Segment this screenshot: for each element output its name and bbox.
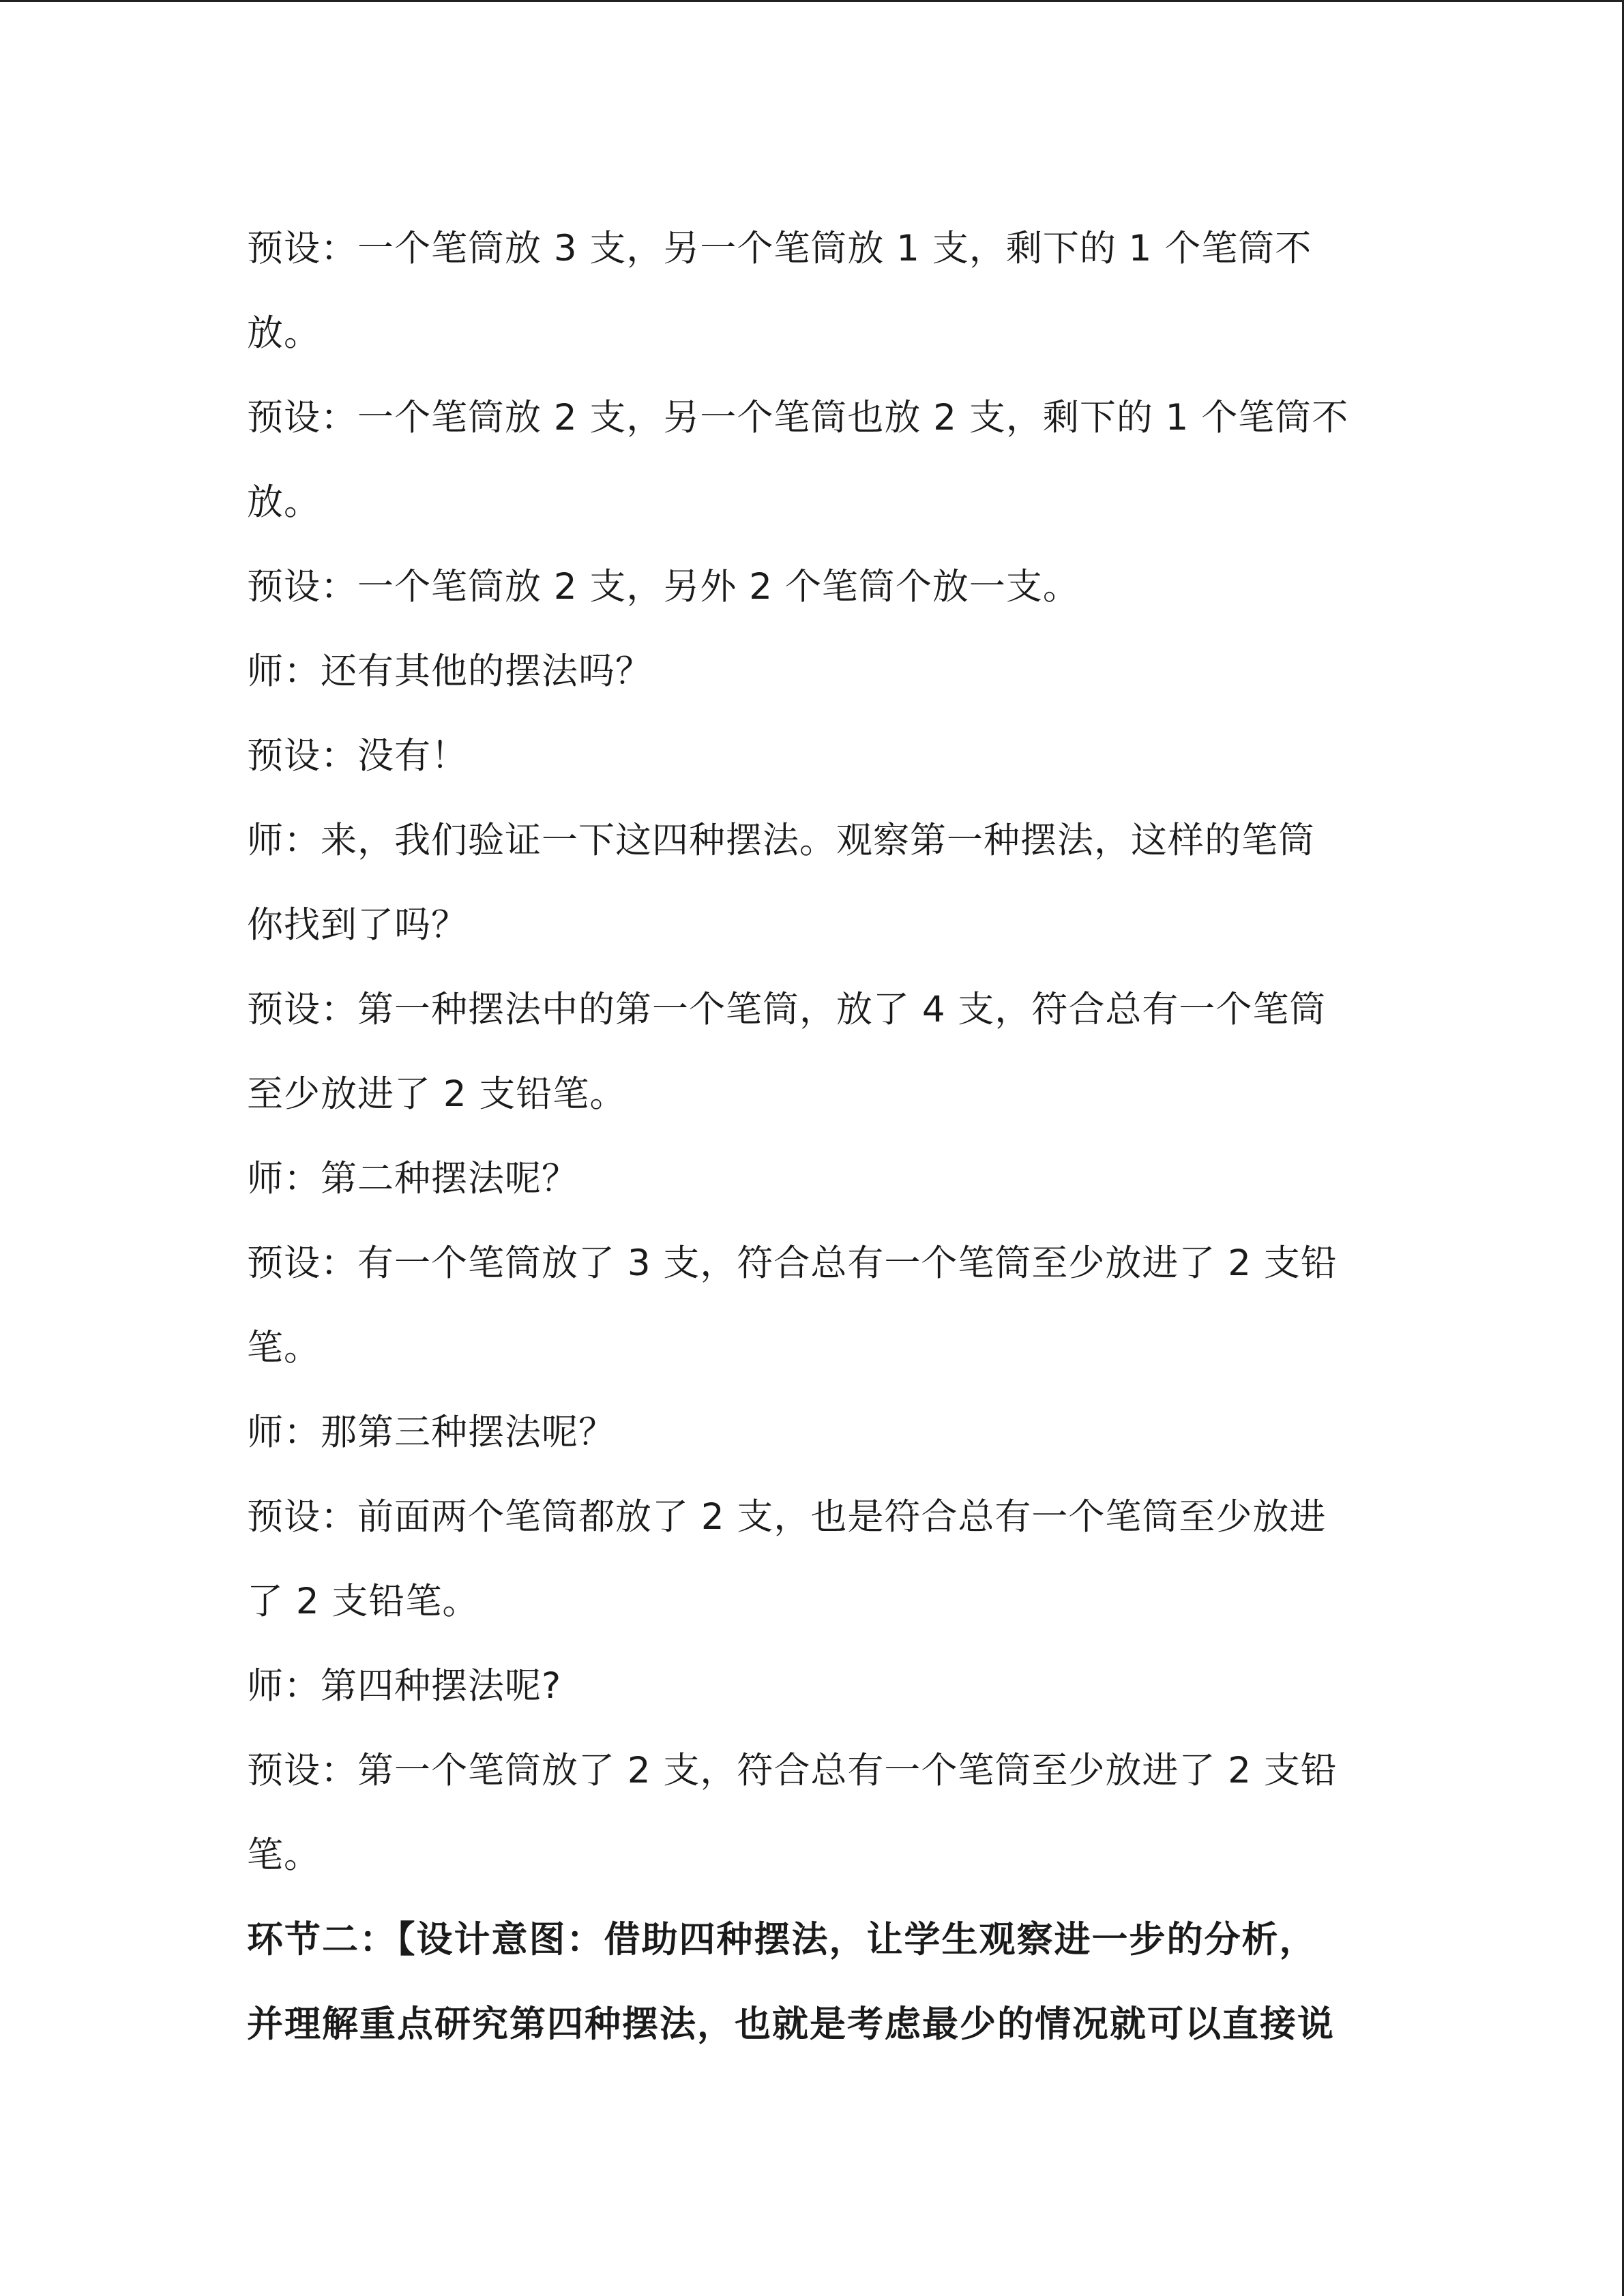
text-line: 放。 (247, 312, 321, 354)
text-line: 你找到了吗？ (247, 904, 468, 946)
text-line: 预设：一个笔筒放 2 支，另外 2 个笔筒个放一支。 (247, 566, 1080, 608)
document-body (247, 207, 1365, 2067)
section-heading-line: 并理解重点研究第四种摆法，也就是考虑最少的情况就可以直接说 (247, 2003, 1335, 2045)
text-line: 师：来，我们验证一下这四种摆法。观察第一种摆法，这样的笔筒 (247, 820, 1315, 861)
text-line: 放。 (247, 481, 321, 523)
text-line: 预设：第一种摆法中的第一个笔筒，放了 4 支，符合总有一个笔筒 (247, 989, 1327, 1030)
text-line: 笔。 (247, 1834, 321, 1876)
text-line: 师：第四种摆法呢? (247, 1665, 562, 1707)
text-line: 笔。 (247, 1327, 321, 1369)
text-line: 预设：一个笔筒放 2 支，另一个笔筒也放 2 支，剩下的 1 个笔筒不 (247, 397, 1349, 438)
text-line: 预设：没有！ (247, 735, 468, 777)
text-line: 了 2 支铅笔。 (247, 1581, 479, 1622)
text-line: 预设：前面两个笔筒都放了 2 支，也是符合总有一个笔筒至少放进 (247, 1496, 1327, 1538)
text-line: 至少放进了 2 支铅笔。 (247, 1073, 627, 1115)
text-line: 预设：有一个笔筒放了 3 支，符合总有一个笔筒至少放进了 2 支铅 (247, 1242, 1338, 1284)
text-line: 师：第二种摆法呢？ (247, 1158, 578, 1199)
text-line: 师：还有其他的摆法吗？ (247, 651, 652, 692)
section-heading-line: 环节二：【设计意图：借助四种摆法，让学生观察进一步的分析， (247, 1919, 1317, 1960)
text-line: 师：那第三种摆法呢？ (247, 1412, 615, 1453)
text-line: 预设：一个笔筒放 3 支，另一个笔筒放 1 支，剩下的 1 个笔筒不 (247, 228, 1312, 269)
text-line: 预设：第一个笔筒放了 2 支，符合总有一个笔筒至少放进了 2 支铅 (247, 1750, 1338, 1791)
